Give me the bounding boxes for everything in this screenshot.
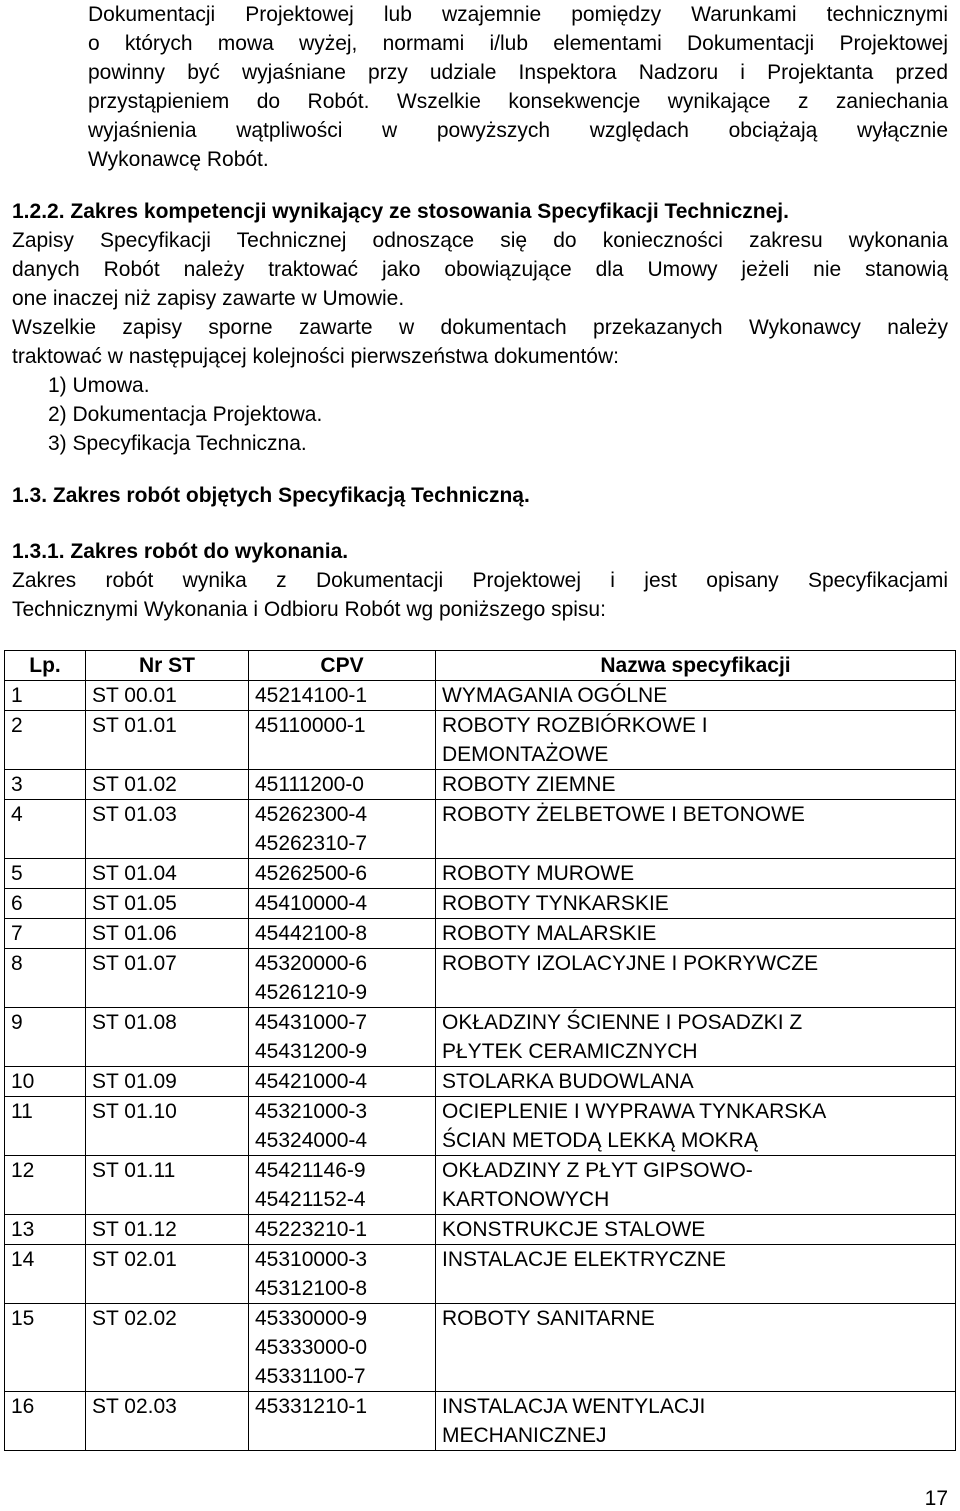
cell-lp: 8 xyxy=(5,949,86,1008)
cell-nazwa xyxy=(436,800,956,859)
table-row xyxy=(5,770,956,800)
cell-cpv xyxy=(249,1245,436,1304)
page-number: 17 xyxy=(924,1487,948,1510)
priority-list xyxy=(48,371,648,458)
specification-name-line: ROBOTY TYNKARSKIE xyxy=(442,892,669,915)
specification-name-line: WYMAGANIA OGÓLNE xyxy=(442,684,668,707)
specification-name-line: ROBOTY ZIEMNE xyxy=(442,773,616,796)
intro-paragraph xyxy=(88,0,948,174)
cell-nazwa xyxy=(436,1067,956,1097)
cell-lp: 13 xyxy=(5,1215,86,1245)
cell-cpv xyxy=(249,681,436,711)
cell-cpv xyxy=(249,800,436,859)
specification-name-line: INSTALACJE ELEKTRYCZNE xyxy=(442,1248,726,1271)
specification-name-line: STOLARKA BUDOWLANA xyxy=(442,1070,694,1093)
list-item: 1) Umowa. xyxy=(48,374,150,397)
cell-nr-st: ST 01.12 xyxy=(86,1215,249,1245)
cell-lp: 15 xyxy=(5,1304,86,1392)
cpv-code: 45321000-3 xyxy=(255,1100,368,1123)
cell-nazwa xyxy=(436,1008,956,1067)
cell-nr-st: ST 01.03 xyxy=(86,800,249,859)
intro-line: wyjaśnienia wątpliwości w powyższych względach obciążają wyłącznie xyxy=(88,119,948,142)
cell-cpv xyxy=(249,711,436,770)
cpv-code: 45431200-9 xyxy=(255,1040,368,1063)
table-row xyxy=(5,681,956,711)
table-row xyxy=(5,711,956,770)
cell-nazwa xyxy=(436,1392,956,1451)
section-1-3-heading: 1.3. Zakres robót objętych Specyfikacją Techniczną. xyxy=(12,484,530,507)
table-row xyxy=(5,1392,956,1451)
cell-nazwa xyxy=(436,1097,956,1156)
cell-lp: 3 xyxy=(5,770,86,800)
specification-name-line: ROBOTY ROZBIÓRKOWE I xyxy=(442,714,708,737)
cell-nazwa xyxy=(436,711,956,770)
specification-name-line: ROBOTY IZOLACYJNE I POKRYWCZE xyxy=(442,952,819,975)
table-row xyxy=(5,1245,956,1304)
cell-nr-st: ST 01.06 xyxy=(86,919,249,949)
table-row xyxy=(5,1097,956,1156)
column-header-nazwa: Nazwa specyfikacji xyxy=(436,651,956,681)
cell-cpv xyxy=(249,1304,436,1392)
cell-cpv xyxy=(249,1215,436,1245)
cpv-code: 45262310-7 xyxy=(255,832,368,855)
cell-nr-st: ST 02.02 xyxy=(86,1304,249,1392)
cell-nr-st: ST 01.02 xyxy=(86,770,249,800)
cpv-code: 45110000-1 xyxy=(255,714,366,737)
specification-name-line: DEMONTAŻOWE xyxy=(442,743,609,766)
table-row xyxy=(5,1304,956,1392)
table-row xyxy=(5,919,956,949)
table-row xyxy=(5,800,956,859)
cell-nazwa xyxy=(436,889,956,919)
cpv-code: 45324000-4 xyxy=(255,1129,368,1152)
intro-line: o których mowa wyżej, normami i/lub elementami Dokumentacji Projektowej xyxy=(88,32,948,55)
cell-lp: 16 xyxy=(5,1392,86,1451)
cpv-code: 45331210-1 xyxy=(255,1395,368,1418)
cell-cpv xyxy=(249,1067,436,1097)
cpv-code: 45330000-9 xyxy=(255,1307,368,1330)
cell-nazwa xyxy=(436,681,956,711)
specification-name-line: KONSTRUKCJE STALOWE xyxy=(442,1218,706,1241)
cell-nr-st: ST 01.05 xyxy=(86,889,249,919)
cell-cpv xyxy=(249,889,436,919)
cell-lp: 12 xyxy=(5,1156,86,1215)
cpv-code: 45262500-6 xyxy=(255,862,368,885)
cpv-code: 45214100-1 xyxy=(255,684,368,707)
cell-nazwa xyxy=(436,770,956,800)
table-row xyxy=(5,889,956,919)
cpv-code: 45421000-4 xyxy=(255,1070,368,1093)
intro-line: Dokumentacji Projektowej lub wzajemnie pomiędzy Warunkami technicznymi xyxy=(88,3,948,26)
table-header-row xyxy=(5,651,956,681)
cell-cpv xyxy=(249,1156,436,1215)
paragraph-line: Wszelkie zapisy sporne zawarte w dokumentach przekazanych Wykonawcy należy xyxy=(12,316,948,339)
cpv-code: 45421146-9 xyxy=(255,1159,366,1182)
cell-cpv xyxy=(249,859,436,889)
cell-lp: 5 xyxy=(5,859,86,889)
cpv-code: 45410000-4 xyxy=(255,892,368,915)
cpv-code: 45331100-7 xyxy=(255,1365,366,1388)
specification-name-line: OKŁADZINY ŚCIENNE I POSADZKI Z xyxy=(442,1011,803,1034)
specification-name-line: PŁYTEK CERAMICZNYCH xyxy=(442,1040,698,1063)
cell-lp: 10 xyxy=(5,1067,86,1097)
cell-nazwa xyxy=(436,1245,956,1304)
cell-nr-st: ST 00.01 xyxy=(86,681,249,711)
cell-nazwa xyxy=(436,859,956,889)
specification-name-line: ROBOTY MALARSKIE xyxy=(442,922,657,945)
intro-line: Wykonawcę Robót. xyxy=(88,148,269,171)
paragraph-line: one inaczej niż zapisy zawarte w Umowie. xyxy=(12,287,405,310)
cpv-code: 45320000-6 xyxy=(255,952,368,975)
section-1-2-2-heading: 1.2.2. Zakres kompetencji wynikający ze stosowania Specyfikacji Technicznej. xyxy=(12,200,789,223)
section-1-2-2-paragraph-1 xyxy=(12,226,948,313)
paragraph-line: Zakres robót wynika z Dokumentacji Projektowej i jest opisany Specyfikacjami xyxy=(12,569,948,592)
table-row xyxy=(5,1008,956,1067)
section-1-3-1-paragraph xyxy=(12,566,948,624)
table-row xyxy=(5,949,956,1008)
specification-name-line: KARTONOWYCH xyxy=(442,1188,610,1211)
paragraph-line: Zapisy Specyfikacji Technicznej odnoszące się do konieczności zakresu wykonania xyxy=(12,229,948,252)
cpv-code: 45310000-3 xyxy=(255,1248,368,1271)
cell-nr-st: ST 01.09 xyxy=(86,1067,249,1097)
cpv-code: 45223210-1 xyxy=(255,1218,368,1241)
cell-nr-st: ST 01.07 xyxy=(86,949,249,1008)
cpv-code: 45333000-0 xyxy=(255,1336,368,1359)
cell-lp: 6 xyxy=(5,889,86,919)
cell-lp: 1 xyxy=(5,681,86,711)
cell-nr-st: ST 01.11 xyxy=(86,1156,249,1215)
cell-nr-st: ST 02.03 xyxy=(86,1392,249,1451)
table-row xyxy=(5,1156,956,1215)
specification-name-line: OKŁADZINY Z PŁYT GIPSOWO- xyxy=(442,1159,753,1182)
table-row xyxy=(5,1215,956,1245)
cell-nazwa xyxy=(436,949,956,1008)
cell-nr-st: ST 01.04 xyxy=(86,859,249,889)
column-header-lp: Lp. xyxy=(5,651,86,681)
list-item: 2) Dokumentacja Projektowa. xyxy=(48,403,323,426)
cell-lp: 11 xyxy=(5,1097,86,1156)
cell-cpv xyxy=(249,770,436,800)
cell-nr-st: ST 01.10 xyxy=(86,1097,249,1156)
column-header-cpv: CPV xyxy=(249,651,436,681)
cell-nazwa xyxy=(436,1304,956,1392)
specification-name-line: ROBOTY MUROWE xyxy=(442,862,635,885)
cell-lp: 9 xyxy=(5,1008,86,1067)
specification-name-line: MECHANICZNEJ xyxy=(442,1424,607,1447)
paragraph-line: traktować w następującej kolejności pierwszeństwa dokumentów: xyxy=(12,345,619,368)
specification-name-line: ROBOTY SANITARNE xyxy=(442,1307,655,1330)
cell-nazwa xyxy=(436,919,956,949)
cell-cpv xyxy=(249,919,436,949)
cell-lp: 2 xyxy=(5,711,86,770)
intro-line: powinny być wyjaśniane przy udziale Inspektora Nadzoru i Projektanta przed xyxy=(88,61,948,84)
specification-name-line: INSTALACJA WENTYLACJI xyxy=(442,1395,706,1418)
cell-cpv xyxy=(249,1392,436,1451)
cpv-code: 45262300-4 xyxy=(255,803,368,826)
table-row xyxy=(5,1067,956,1097)
cell-nr-st: ST 01.01 xyxy=(86,711,249,770)
paragraph-line: Technicznymi Wykonania i Odbioru Robót wg poniższego spisu: xyxy=(12,598,606,621)
cpv-code: 45261210-9 xyxy=(255,981,368,1004)
table-body xyxy=(5,681,956,1451)
specification-table xyxy=(4,650,956,1451)
section-1-2-2-paragraph-2 xyxy=(12,313,948,371)
cell-nazwa xyxy=(436,1215,956,1245)
column-header-nr-st: Nr ST xyxy=(86,651,249,681)
specification-name-line: ŚCIAN METODĄ LEKKĄ MOKRĄ xyxy=(442,1129,758,1152)
cell-nazwa xyxy=(436,1156,956,1215)
table-row xyxy=(5,859,956,889)
specification-name-line: ROBOTY ŻELBETOWE I BETONOWE xyxy=(442,803,805,826)
cpv-code: 45312100-8 xyxy=(255,1277,368,1300)
cell-cpv xyxy=(249,1097,436,1156)
cell-lp: 14 xyxy=(5,1245,86,1304)
specification-name-line: OCIEPLENIE I WYPRAWA TYNKARSKA xyxy=(442,1100,827,1123)
intro-line: przystąpieniem do Robót. Wszelkie konsekwencje wynikające z zaniechania xyxy=(88,90,948,113)
cell-cpv xyxy=(249,949,436,1008)
cell-lp: 7 xyxy=(5,919,86,949)
cell-cpv xyxy=(249,1008,436,1067)
paragraph-line: danych Robót należy traktować jako obowiązujące dla Umowy jeżeli nie stanowią xyxy=(12,258,948,281)
cpv-code: 45442100-8 xyxy=(255,922,368,945)
cpv-code: 45111200-0 xyxy=(255,773,364,796)
cell-nr-st: ST 02.01 xyxy=(86,1245,249,1304)
cell-lp: 4 xyxy=(5,800,86,859)
cpv-code: 45431000-7 xyxy=(255,1011,368,1034)
section-1-3-1-heading: 1.3.1. Zakres robót do wykonania. xyxy=(12,540,349,563)
list-item: 3) Specyfikacja Techniczna. xyxy=(48,432,307,455)
cell-nr-st: ST 01.08 xyxy=(86,1008,249,1067)
cpv-code: 45421152-4 xyxy=(255,1188,366,1211)
